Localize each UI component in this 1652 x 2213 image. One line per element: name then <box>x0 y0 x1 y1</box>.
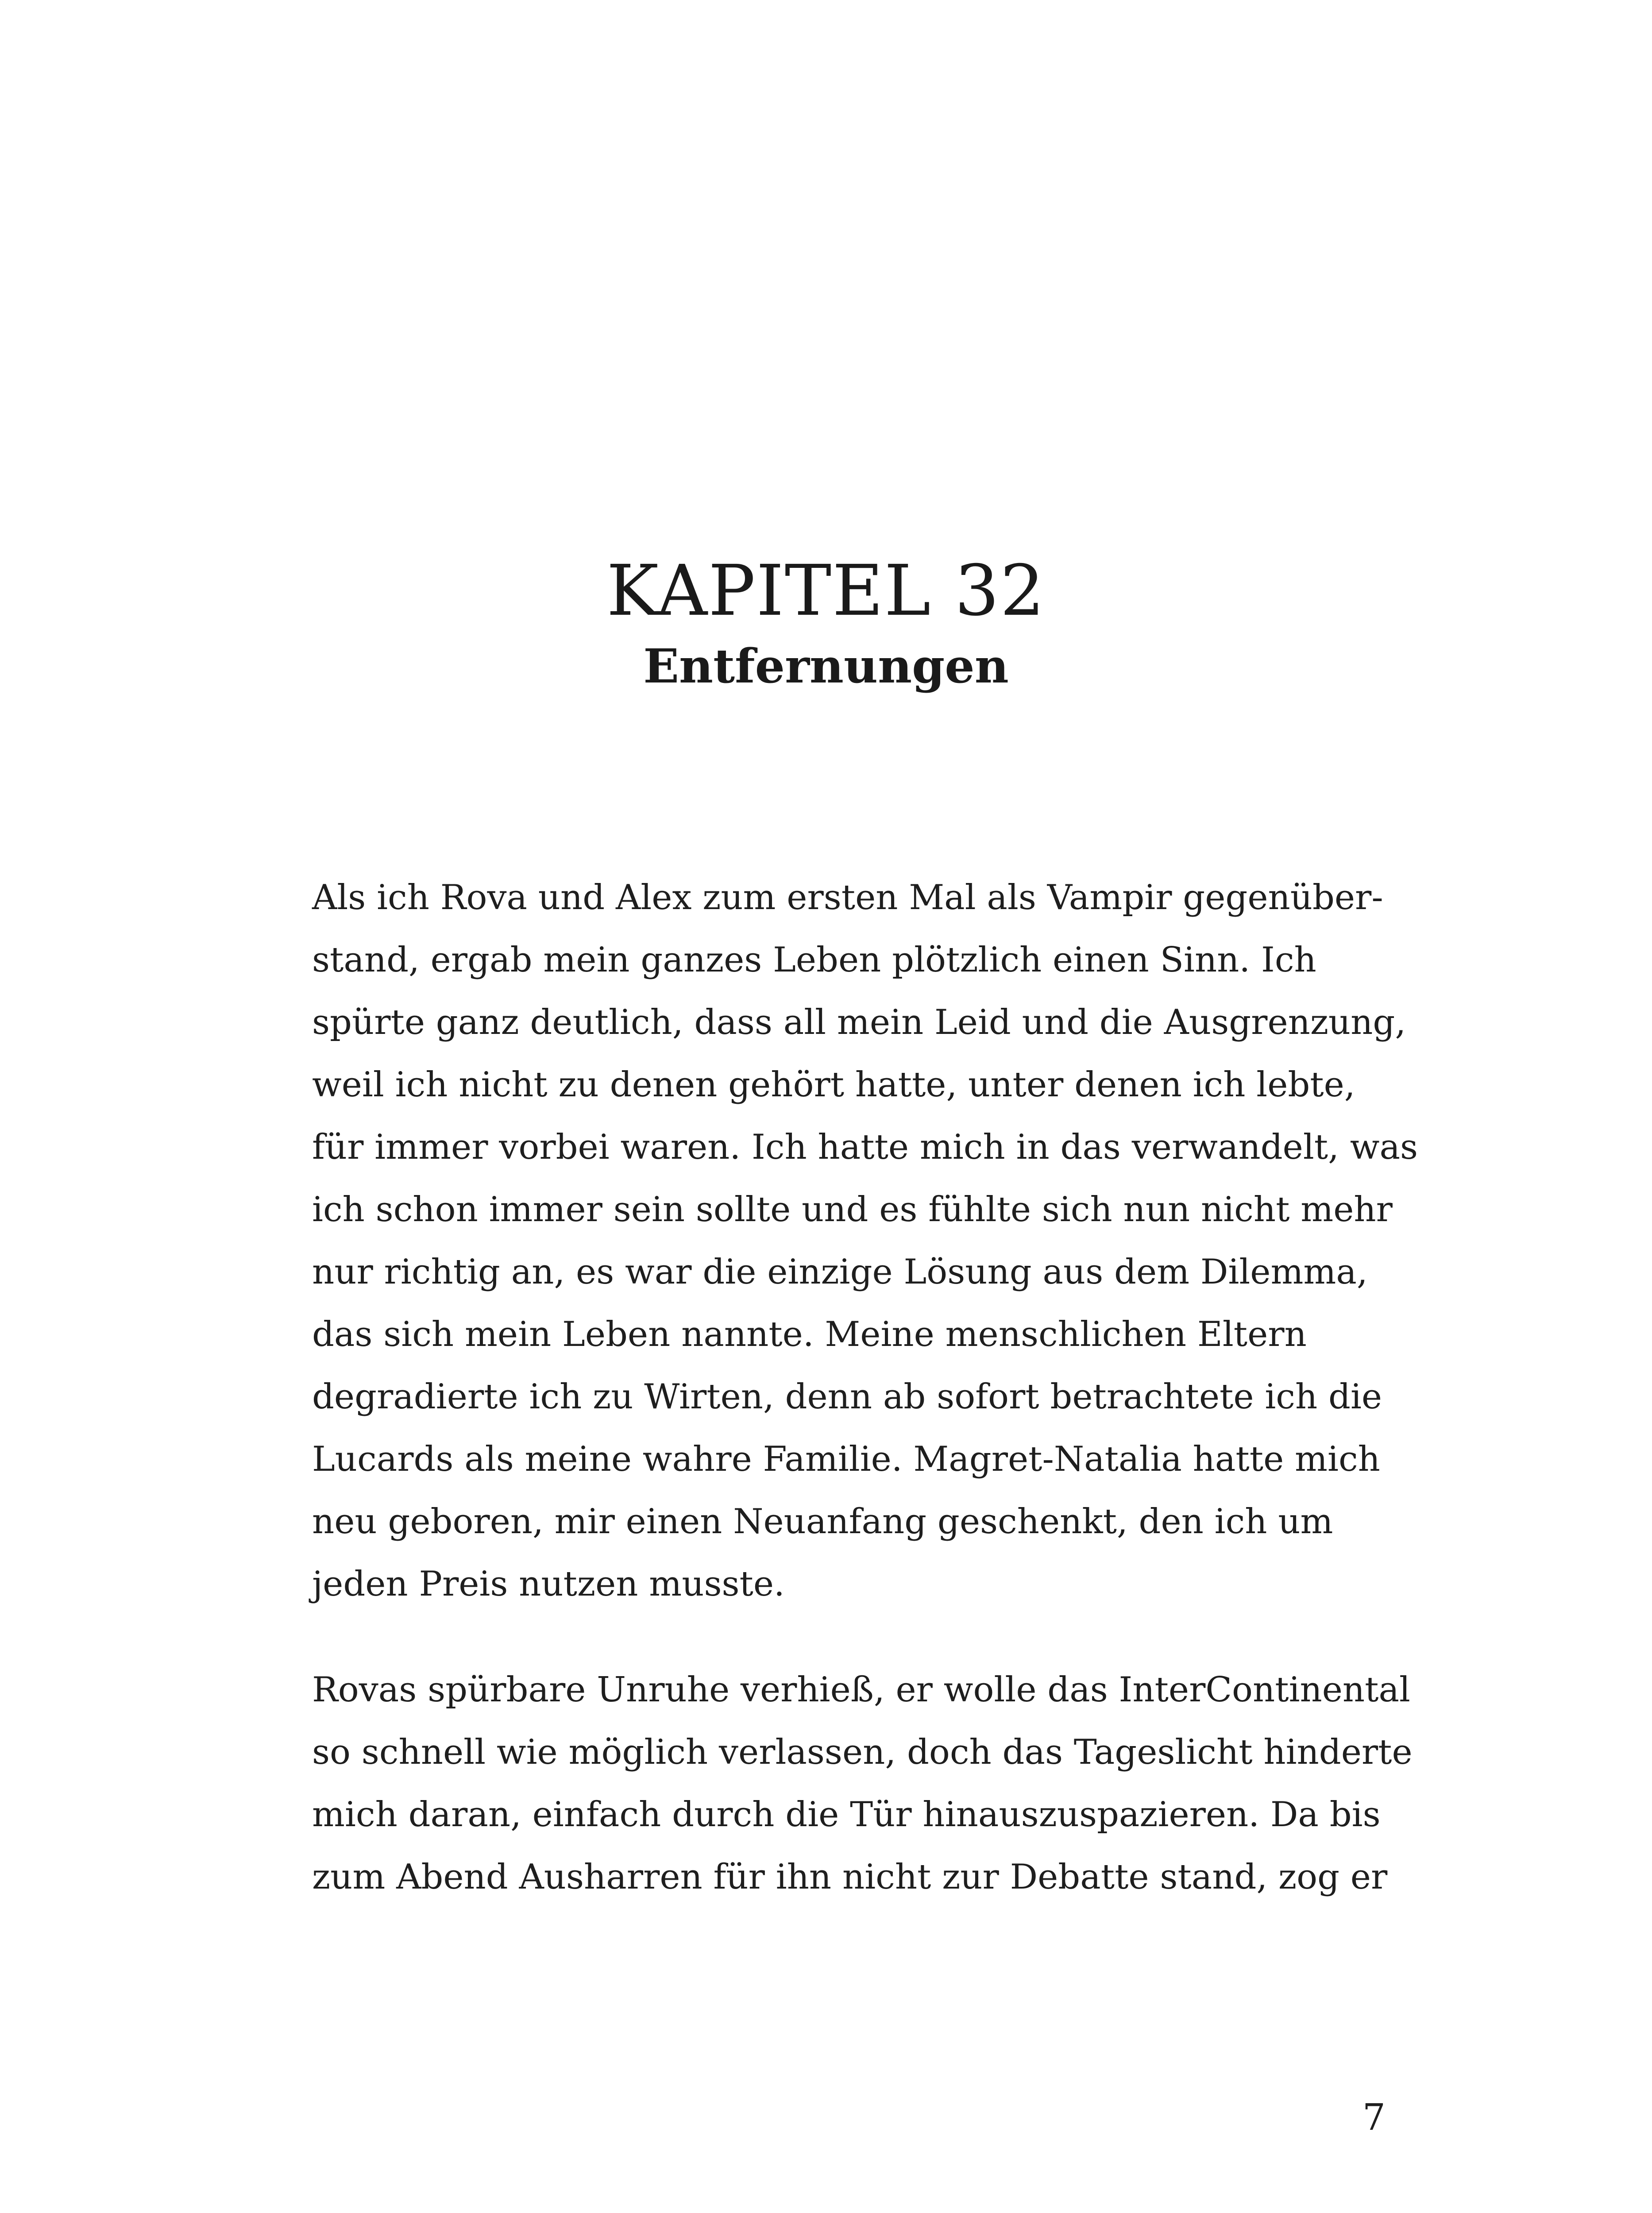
text-line: so schnell wie möglich verlassen, doch das Tageslicht hinderte <box>312 1732 1413 1772</box>
text-line: neu geboren, mir einen Neuanfang geschenkt, den ich um <box>312 1502 1333 1542</box>
chapter-number: KAPITEL 32 <box>606 550 1046 632</box>
text-line: nur richtig an, es war die einzige Lösung aus dem Dilemma, <box>312 1252 1368 1292</box>
chapter-title: Entfernungen <box>643 638 1009 694</box>
text-line: stand, ergab mein ganzes Leben plötzlich einen Sinn. Ich <box>312 940 1316 980</box>
text-line: Rovas spürbare Unruhe verhieß, er wolle das InterContinental <box>312 1670 1410 1710</box>
chapter-header <box>0 549 1652 695</box>
page-number: 7 <box>1362 2097 1386 2139</box>
text-line: jeden Preis nutzen musste. <box>312 1564 785 1604</box>
text-line: zum Abend Ausharren für ihn nicht zur Debatte stand, zog er <box>312 1857 1388 1897</box>
text-line: das sich mein Leben nannte. Meine menschlichen Eltern <box>312 1315 1307 1354</box>
text-line: weil ich nicht zu denen gehört hatte, unter denen ich lebte, <box>312 1065 1355 1105</box>
text-line: ich schon immer sein sollte und es fühlte sich nun nicht mehr <box>312 1190 1393 1230</box>
text-line: spürte ganz deutlich, dass all mein Leid und die Ausgrenzung, <box>312 1002 1406 1042</box>
text-line: mich daran, einfach durch die Tür hinauszuspazieren. Da bis <box>312 1795 1381 1835</box>
text-line: Lucards als meine wahre Familie. Magret-Natalia hatte mich <box>312 1439 1380 1479</box>
text-line: Als ich Rova und Alex zum ersten Mal als Vampir gegenüber- <box>312 878 1383 918</box>
text-line: für immer vorbei waren. Ich hatte mich in das verwandelt, was <box>312 1127 1418 1167</box>
text-line: degradierte ich zu Wirten, denn ab sofort betrachtete ich die <box>312 1377 1382 1417</box>
